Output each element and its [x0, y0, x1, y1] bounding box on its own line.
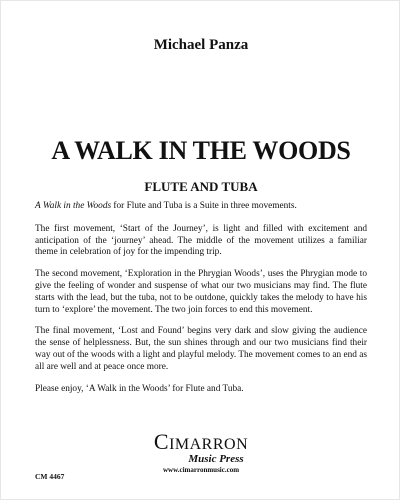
catalog-number: CM 4467 [35, 472, 65, 481]
publisher-logo-subtitle: Music Press [188, 453, 244, 465]
paragraph-closing: Please enjoy, ‘A Walk in the Woods’ for Flute and Tuba. [35, 383, 244, 394]
publisher-url: www.cimarronmusic.com [162, 466, 240, 474]
program-notes [35, 201, 367, 405]
paragraph-second-movement: The second movement, ‘Exploration in the Phrygian Woods’, uses the Phrygian mode to give the feeling of wonder and suspense of what our two musicians may find. The flute starts with the lead, but the tuba, not to be outdone, quickly takes the melody to have his turn to ‘explore’ the movement. The two join forces to end this movement. [35, 269, 367, 315]
publisher-logo-rest: IMARRON [169, 436, 249, 453]
paragraph-third-movement: The final movement, ‘Lost and Found’ begins very dark and slow giving the audience the sense of helplessness. But, the sun shines through and our two musicians find their way out of the woods with a light and playful melody. The movement comes to an end as all are well and at peace once more. [35, 326, 367, 372]
composer-name: Michael Panza [153, 37, 249, 53]
publisher-logo-name [1, 429, 400, 454]
paragraph-first-movement: The first movement, ‘Start of the Journey’, is light and filled with excitement and anticipation of the ‘journey’ ahead. The middle of the movement utilizes a familiar theme in celebration of joy for the impending trip. [35, 223, 367, 258]
page-title: A WALK IN THE WOODS [51, 136, 351, 165]
intro-italic-title: A Walk in the Woods [35, 201, 112, 211]
publisher-logo-initial: C [153, 429, 170, 454]
intro-paragraph [35, 201, 367, 213]
instrumentation-subtitle: FLUTE AND TUBA [144, 179, 258, 194]
publisher-logo [1, 429, 400, 475]
intro-text: for Flute and Tuba is a Suite in three movements. [111, 201, 297, 211]
